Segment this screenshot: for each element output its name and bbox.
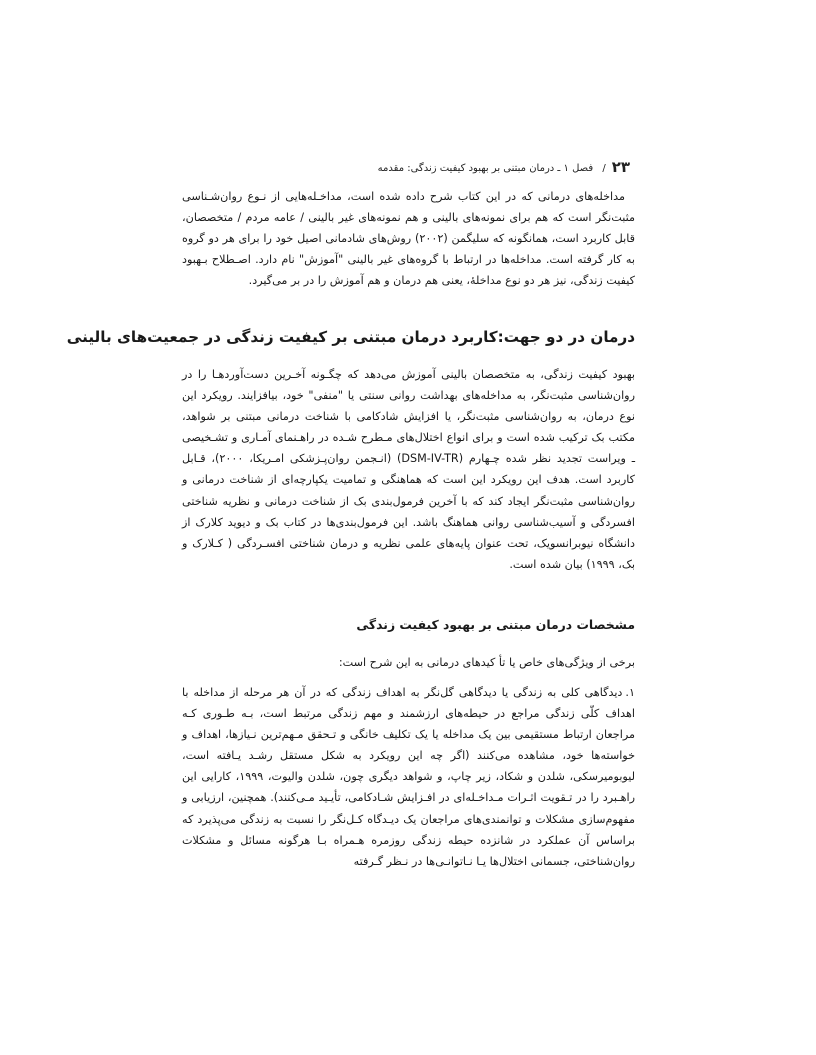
- intro-section: [182, 186, 635, 291]
- subsection-lead: برخی از ویژگی‌های خاص یا تأ کیدهای درمانی به این شرح است:: [338, 656, 635, 669]
- chapter-title: فصل ۱ ـ درمان مبتنی بر بهبود کیفیت زندگی: مقدمه: [377, 163, 594, 174]
- list-item-text: دیدگاهی کلی به زندگی یا دیدگاهی گل‌نگر به اهداف زندگی که در آن هر مرحله از مداخله با اهداف کلّی زندگی مراجع در حیطه‌های ارزشمند و مهم زندگی مرتبط است، بـه طـوری کـه مراجعان ارتباط مستقیمی بین یک مداخله یا یک تکلیف خانگی و تـحقق مـهم‌ترین نـیازها، اهداف و خواسته‌ها خود، مشاهده می‌کنند (اگر چه این رویکرد به شکل مستقل رشـد یـافته است، لیوبومیرسکی، شلدن و شکاد، زیر چاپ، و شواهد دیگری چون، شلدن والیوت، ۱۹۹۹، کارایی این راهـبرد را در تـقویت اثـرات مـداخـله‌ای در افـزایش شـادکامی، تأیـید مـی‌کنند). همچنین، ارزیابی و مفهوم‌سازی مشکلات و توانمندی‌های مراجعان یک دیـدگاه کـل‌نگر را نسبت به زندگی می‌پذیرد که براساس آن عملکرد در شانزده حیطه زندگی روزمره هـمراه بـا هرگونه مسائل و مشکلات روان‌شناختی، جسمانی اختلال‌ها یـا نـاتوانـی‌ها در نـظر گـرفته: [182, 686, 635, 868]
- section-body: [182, 364, 635, 575]
- list-item-number: ۱.: [625, 686, 635, 699]
- page-number: ۲۳: [611, 158, 630, 176]
- characteristics-list: [182, 682, 635, 872]
- running-head: [170, 160, 630, 176]
- section-heading: درمان در دو جهت:کاربرد درمان مبتنی بر کیفیت زندگی در جمعیت‌های بالینی: [66, 328, 635, 346]
- list-item: [182, 682, 635, 872]
- running-head-separator: /: [602, 163, 606, 174]
- section-paragraph: بهبود کیفیت زندگی، به متخصصان بالینی آموزش می‌دهد که چگـونه آخـرین دست‌آوردهـا را در روان‌شناسی مثبت‌نگر، به مداخله‌های بهداشت روانی سنتی یا "منفی" خود، بیافزایند. رویکرد این نوع درمان، به روان‌شناسی مثبت‌نگر، یا افزایش شادکامی با شناخت درمانی مبتنی بر شواهد، مکتب بک ترکیب شده است و برای انواع اختلال‌های مـطرح شـده در راهـنمای آمـاری و تشـخیصی ـ ویراست تجدید نظر شده چـهارم (DSM-IV-TR) (انـجمن روان‌پـزشکی امـریکا، ۲۰۰۰)، قـابل کاربرد است. هدف این رویکرد این است که هماهنگی و تمامیت یکپارچه‌ای از شناخت درمانی و روان‌شناسی مثبت‌نگر ایجاد کند که با آخرین فرمول‌بندی بک از شناخت درمانی و نظریه شناختی افسردگی و آسیب‌شناسی روانی هماهنگ باشد. این فرمول‌بندی‌ها در کتاب بک و دیوید کلارک از دانشگاه نیوبرانسویک، تحت عنوان پایه‌های علمی نظریه و درمان شناختی افسـردگی ( کـلارک و بک، ۱۹۹۹) بیان شده است.: [182, 368, 636, 571]
- intro-paragraph: مداخله‌های درمانی که در این کتاب شرح داده شده است، مداخـله‌هایی از نـوع روان‌شـناسی مثبت‌نگر است که هم برای نمونه‌های بالینی و هم نمونه‌های غیر بالینی / عامه مردم / متخصصان، قابل کاربرد است، همانگونه که سلیگمن (۲۰۰۲) روش‌های شادمانی اصیل خود را برای هر دو گروه به کار گرفته است. مداخله‌ها در ارتباط با گروه‌های غیر بالینی "آموزش" نام دارد. اصـطلاح بـهبود کیفیت زندگی، نیز هر دو نوع مداخلهٔ، یعنی هم درمان و هم آموزش را در بر می‌گیرد.: [182, 190, 635, 288]
- subsection-heading: مشخصات درمان مبتنی بر بهبود کیفیت زندگی: [356, 617, 635, 632]
